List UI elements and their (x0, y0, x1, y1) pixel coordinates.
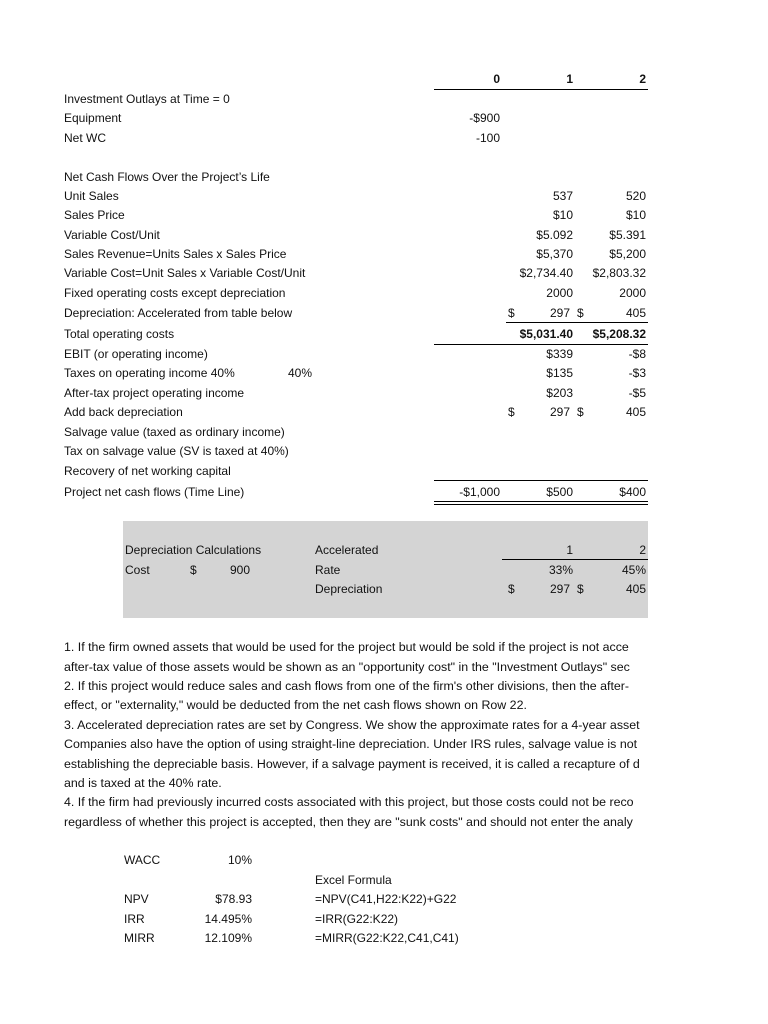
ncf-heading: Net Cash Flows Over the Project’s Life (64, 170, 270, 184)
dep-1: 297 (549, 582, 570, 596)
rate-2: 45% (621, 563, 646, 577)
mirr-label: MIRR (124, 931, 155, 945)
note-line-8: and is taxed at the 40% rate. (64, 776, 222, 790)
variable-cost-y2: $2,803.32 (592, 266, 646, 280)
depreciation-label: Depreciation: Accelerated from table below (64, 306, 293, 320)
wacc-value: 10% (227, 853, 252, 867)
col-header-2: 2 (639, 72, 646, 86)
fixed-costs-y2: 2000 (619, 286, 646, 300)
sales-revenue-y2: $5,200 (609, 247, 646, 261)
netwc-value: -100 (475, 131, 500, 145)
dep-dollar-1: $ (508, 582, 515, 596)
note-line-3: 2. If this project would reduce sales and cash flows from one of the firm's other divisions, then the after- (64, 679, 630, 693)
sales-price-label: Sales Price (64, 208, 125, 222)
salvage-label: Salvage value (taxed as ordinary income) (64, 425, 285, 439)
net-cf-y1: $500 (546, 485, 573, 499)
col-header-1: 1 (566, 72, 573, 86)
sales-price-y2: $10 (625, 208, 646, 222)
sales-price-y1: $10 (552, 208, 573, 222)
total-costs-label: Total operating costs (64, 327, 175, 341)
note-line-7: establishing the depreciable basis. However, if a salvage payment is received, it is called a recapture of d (64, 757, 640, 771)
recovery-label: Recovery of net working capital (64, 464, 231, 478)
investment-heading: Investment Outlays at Time = 0 (64, 92, 230, 106)
ebit-y1: $339 (546, 347, 573, 361)
add-back-dollar-y1: $ (508, 405, 515, 419)
dep-dollar-2: $ (577, 582, 584, 596)
dep-header-underline (502, 559, 648, 560)
total-costs-y2: $5,208.32 (592, 327, 646, 341)
col-header-0: 0 (493, 72, 500, 86)
net-cf-y0: -$1,000 (459, 485, 500, 499)
equipment-label: Equipment (64, 111, 122, 125)
depreciation-dollar-y1: $ (508, 306, 515, 320)
irr-formula: =IRR(G22:K22) (315, 912, 399, 926)
ebit-label: EBIT (or operating income) (64, 347, 208, 361)
formula-heading: Excel Formula (315, 873, 392, 887)
sales-revenue-label: Sales Revenue=Units Sales x Sales Price (64, 247, 287, 261)
tax-salvage-label: Tax on salvage value (SV is taxed at 40%) (64, 444, 289, 458)
after-tax-y1: $203 (546, 386, 573, 400)
dep-2: 405 (625, 582, 646, 596)
rate-1: 33% (548, 563, 573, 577)
cost-dollar: $ (190, 563, 197, 577)
total-costs-underline (434, 344, 648, 345)
tax-rate: 40% (288, 366, 313, 380)
fixed-costs-label: Fixed operating costs except depreciation (64, 286, 286, 300)
cost-subtotal-line (506, 322, 648, 323)
equipment-value: -$900 (469, 111, 500, 125)
add-back-y1: 297 (549, 405, 570, 419)
taxes-label: Taxes on operating income 40% (64, 366, 235, 380)
note-line-4: effect, or "externality," would be deducted from the net cash flows shown on Row 22. (64, 698, 527, 712)
note-line-10: regardless of whether this project is accepted, then they are "sunk costs" and should not enter the analy (64, 815, 633, 829)
net-cf-double-underline-2 (434, 504, 648, 505)
note-line-1: 1. If the firm owned assets that would be used for the project but would be sold if the project is not acce (64, 640, 629, 654)
unit-sales-y1: 537 (552, 189, 573, 203)
mirr-formula: =MIRR(G22:K22,C41,C41) (315, 931, 459, 945)
depreciation-y2: 405 (625, 306, 646, 320)
wacc-label: WACC (124, 853, 161, 867)
add-back-dollar-y2: $ (577, 405, 584, 419)
dep-label: Depreciation (315, 582, 383, 596)
npv-label: NPV (124, 892, 149, 906)
add-back-label: Add back depreciation (64, 405, 183, 419)
netwc-label: Net WC (64, 131, 106, 145)
dep-col-1: 1 (566, 543, 573, 557)
irr-label: IRR (124, 912, 145, 926)
npv-value: $78.93 (215, 892, 252, 906)
ebit-y2: -$8 (628, 347, 646, 361)
fixed-costs-y1: 2000 (546, 286, 573, 300)
depreciation-y1: 297 (549, 306, 570, 320)
unit-sales-y2: 520 (625, 189, 646, 203)
net-cf-label: Project net cash flows (Time Line) (64, 485, 245, 499)
total-costs-y1: $5,031.40 (519, 327, 573, 341)
net-cf-topline (434, 480, 648, 481)
header-underline (434, 89, 648, 90)
unit-sales-label: Unit Sales (64, 189, 119, 203)
net-cf-double-underline-1 (434, 501, 648, 502)
variable-cost-label: Variable Cost=Unit Sales x Variable Cost/Unit (64, 266, 306, 280)
dep-method: Accelerated (315, 543, 379, 557)
taxes-y2: -$3 (628, 366, 646, 380)
rate-label: Rate (315, 563, 341, 577)
cost-label: Cost (125, 563, 150, 577)
dep-table-title: Depreciation Calculations (125, 543, 262, 557)
variable-cost-y1: $2,734.40 (519, 266, 573, 280)
irr-value: 14.495% (204, 912, 252, 926)
mirr-value: 12.109% (204, 931, 252, 945)
after-tax-label: After-tax project operating income (64, 386, 245, 400)
npv-formula: =NPV(C41,H22:K22)+G22 (315, 892, 457, 906)
note-line-5: 3. Accelerated depreciation rates are set by Congress. We show the approximate rates for a 4-year asset (64, 718, 640, 732)
add-back-y2: 405 (625, 405, 646, 419)
dep-col-2: 2 (639, 543, 646, 557)
taxes-y1: $135 (546, 366, 573, 380)
var-cost-unit-y2: $5.391 (609, 228, 646, 242)
note-line-2: after-tax value of those assets would be shown as an "opportunity cost" in the "Investment Outlays" sec (64, 660, 630, 674)
cost-value: 900 (229, 563, 250, 577)
depreciation-dollar-y2: $ (577, 306, 584, 320)
sales-revenue-y1: $5,370 (536, 247, 573, 261)
note-line-9: 4. If the firm had previously incurred costs associated with this project, but those costs could not be reco (64, 795, 634, 809)
net-cf-y2: $400 (619, 485, 646, 499)
after-tax-y2: -$5 (628, 386, 646, 400)
var-cost-unit-y1: $5.092 (536, 228, 573, 242)
note-line-6: Companies also have the option of using straight-line depreciation. Under IRS rules, salvage value is not (64, 737, 638, 751)
var-cost-unit-label: Variable Cost/Unit (64, 228, 160, 242)
